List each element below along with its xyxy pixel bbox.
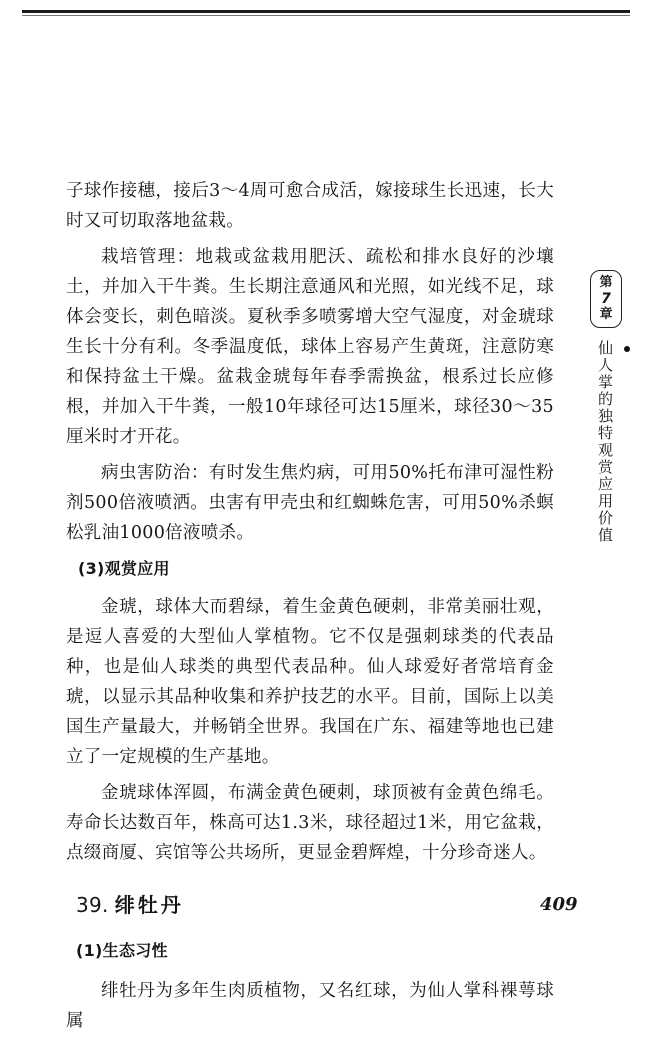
bullet-dot-icon [624, 346, 630, 352]
section-number: 39. [76, 893, 109, 917]
page-number: 409 [540, 894, 578, 915]
body-text [66, 176, 554, 1042]
paragraph: 栽培管理：地栽或盆栽用肥沃、疏松和排水良好的沙壤土，并加入干牛粪。生长期注意通风和光照，如光线不足，球体会变长，刺色暗淡。夏秋季多喷雾增大空气湿度，对金琥球生长十分有利。冬季温度低，球体上容易产生黄斑，注意防寒和保持盆土干燥。盆栽金琥每年春季需换盆，根系过长应修根，并加入干牛粪，一般10年球径可达15厘米，球径30～35厘米时才开花。 [66, 247, 554, 447]
chapter-tab [590, 270, 622, 328]
subheading-ornamental: (3)观赏应用 [78, 559, 170, 578]
chapter-side-caption: 仙人掌的独特观赏应用价值 [596, 340, 614, 544]
paragraph: 绯牡丹为多年生肉质植物，又名红球，为仙人掌科裸萼球属 [66, 981, 554, 1031]
chapter-number: 7 [601, 291, 611, 307]
paragraph: 金琥球体浑圆，布满金黄色硬刺，球顶被有金黄色绵毛。寿命长达数百年，株高可达1.3米，球径超过1米，用它盆栽，点缀商厦、宾馆等公共场所，更显金碧辉煌，十分珍奇迷人。 [66, 783, 554, 863]
paragraph: 病虫害防治：有时发生焦灼病，可用50%托布津可湿性粉剂500倍液喷洒。虫害有甲壳虫和红蜘蛛危害，可用50%杀螟松乳油1000倍液喷杀。 [66, 463, 554, 543]
subheading-habit: (1)生态习性 [76, 941, 168, 960]
top-border-rule-thin [22, 15, 630, 16]
top-border-rule [22, 10, 630, 13]
section-heading [76, 890, 554, 920]
chapter-prefix: 第 [599, 275, 613, 290]
section-title: 绯牡丹 [114, 893, 184, 917]
paragraph: 子球作接穗，接后3～4周可愈合成活，嫁接球生长迅速，长大时又可切取落地盆栽。 [66, 181, 554, 231]
paragraph: 金琥，球体大而碧绿，着生金黄色硬刺，非常美丽壮观，是逗人喜爱的大型仙人掌植物。它不仅是强刺球类的代表品种，也是仙人球类的典型代表品种。仙人球爱好者常培育金琥，以显示其品种收集和养护技艺的水平。目前，国际上以美国生产量最大，并畅销全世界。我国在广东、福建等地也已建立了一定规模的生产基地。 [66, 597, 554, 767]
chapter-suffix: 章 [599, 307, 613, 322]
